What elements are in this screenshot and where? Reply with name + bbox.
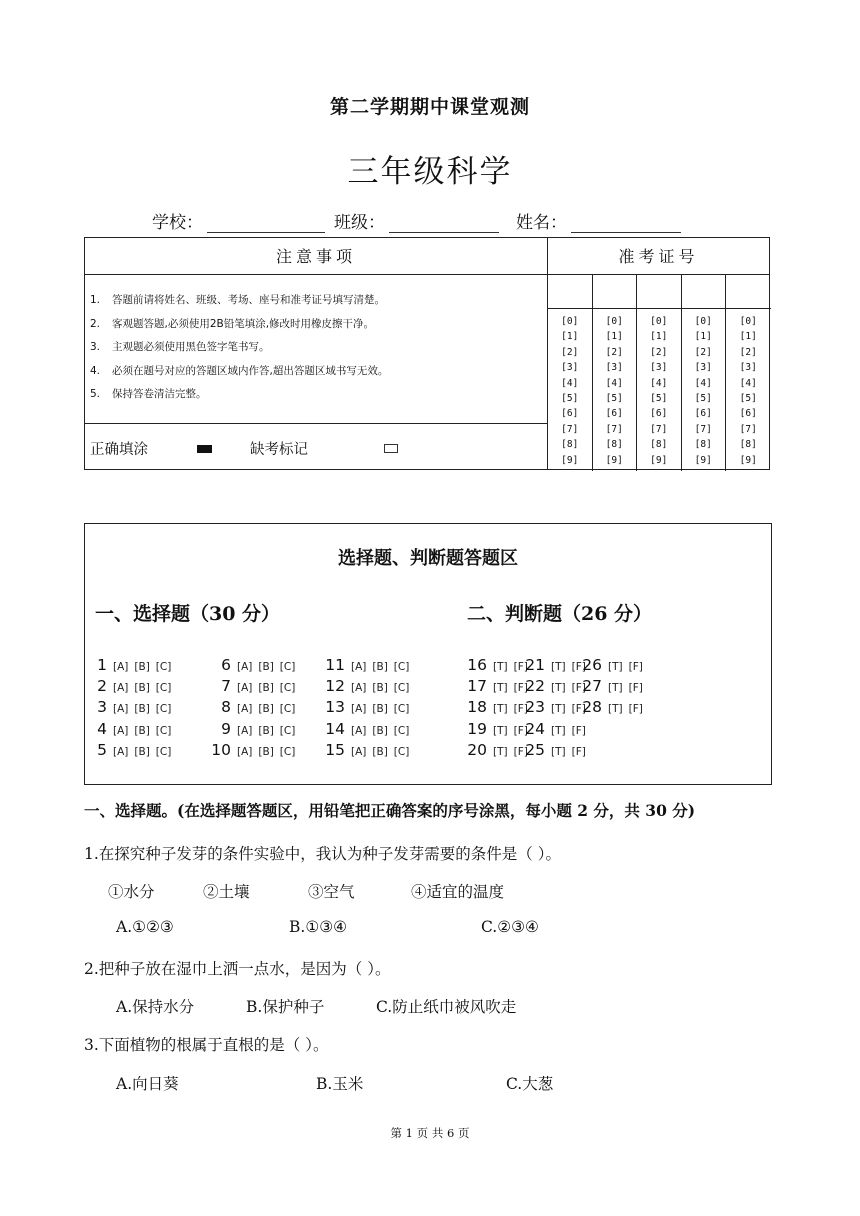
notice-item-number: 1. (90, 294, 101, 306)
choice-bubble[interactable]: [A] (351, 703, 367, 715)
question-number: 3 (97, 698, 107, 716)
digit-bubble[interactable]: [4] (739, 377, 757, 389)
candidate-digit-bubbles (726, 309, 771, 468)
class-blank[interactable] (389, 214, 499, 233)
q3-option-c: C.大葱 (506, 1075, 554, 1093)
choice-answer-row (209, 655, 295, 676)
choice-bubble[interactable]: [A] (351, 725, 367, 737)
notice-item-number: 4. (90, 364, 101, 377)
choice-bubble[interactable]: [C] (155, 725, 172, 737)
choice-bubble[interactable]: [A] (351, 746, 367, 758)
question-number: 22 (525, 677, 545, 695)
exam-title: 第二学期期中课堂观测 (329, 96, 530, 118)
choice-bubble[interactable]: [B] (372, 725, 388, 737)
notice-item (90, 339, 388, 363)
judge-answer-row (582, 697, 643, 718)
choice-bubble[interactable]: [B] (258, 746, 274, 758)
candidate-digit-column (593, 275, 638, 471)
notice-title: 注意事项 (85, 238, 547, 275)
digit-bubble[interactable]: [9] (694, 454, 712, 466)
notice-item-number: 5. (90, 388, 101, 400)
judge-bubble[interactable]: [T] (608, 682, 623, 694)
absent-label: 缺考标记 (250, 442, 308, 458)
digit-bubble[interactable]: [9] (739, 454, 757, 466)
question-number: 12 (325, 677, 345, 695)
class-label: 班级： (334, 213, 385, 233)
notice-item-text: 答题前请将姓名、班级、考场、座号和准考证号填写清楚。 (112, 294, 385, 306)
digit-bubble[interactable]: [6] (650, 408, 668, 420)
judge-answer-row (525, 676, 586, 697)
school-blank[interactable] (207, 214, 325, 233)
notice-item (90, 316, 388, 340)
choice-answer-row (95, 676, 171, 697)
question-number: 16 (467, 656, 487, 674)
candidate-digit-bubbles (682, 309, 726, 468)
name-blank[interactable] (571, 214, 681, 233)
answer-area-title: 选择题、判断题答题区 (338, 548, 518, 569)
digit-bubble[interactable]: [3] (694, 362, 712, 374)
judge-answer-row (467, 719, 528, 740)
notice-item-number: 3. (90, 341, 101, 353)
digit-bubble[interactable]: [2] (650, 346, 668, 358)
fill-example-row (85, 423, 547, 471)
choice-bubble[interactable]: [A] (113, 725, 129, 737)
choice-bubble[interactable]: [C] (393, 746, 410, 758)
choice-bubble[interactable]: [B] (258, 661, 274, 673)
choice-bubble[interactable]: [B] (372, 703, 388, 715)
digit-bubble[interactable]: [3] (561, 362, 579, 374)
q1-item: ④适宜的温度 (411, 883, 505, 901)
judge-bubble[interactable]: [F] (628, 661, 643, 673)
choice-bubble[interactable]: [A] (113, 746, 129, 758)
choice-bubble[interactable]: [C] (279, 682, 296, 694)
choice-bubble[interactable]: [A] (351, 661, 367, 673)
q1-option-c: C.②③④ (481, 918, 539, 936)
choice-bubble[interactable]: [A] (237, 725, 253, 737)
digit-bubble[interactable]: [9] (561, 454, 579, 466)
choice-bubble[interactable]: [C] (279, 725, 296, 737)
notice-item-text: 客观题答题,必须使用2B铅笔填涂,修改时用橡皮擦干净。 (112, 317, 375, 330)
judge-bubble[interactable]: [T] (493, 703, 508, 715)
q1-option-b: B.①③④ (289, 918, 348, 936)
candidate-digit-write-box[interactable] (637, 275, 681, 309)
candidate-digit-bubbles (548, 309, 592, 468)
correct-fill-label: 正确填涂 (90, 442, 148, 458)
q2-option-a: A.保持水分 (116, 998, 195, 1016)
choice-bubble[interactable]: [C] (279, 661, 296, 673)
digit-bubble[interactable]: [3] (605, 362, 623, 374)
choice-bubble[interactable]: [A] (237, 682, 253, 694)
candidate-number-title: 准考证号 (548, 238, 769, 275)
candidate-digit-write-box[interactable] (593, 275, 637, 309)
digit-bubble[interactable]: [1] (605, 331, 623, 343)
subject-title: 三年级科学 (347, 154, 513, 190)
digit-bubble[interactable]: [9] (605, 454, 623, 466)
q1-item: ③空气 (308, 883, 355, 901)
q3-option-a: A.向日葵 (116, 1075, 179, 1093)
question-number: 1 (97, 656, 107, 674)
question-number: 2 (97, 677, 107, 695)
digit-bubble[interactable]: [2] (561, 346, 579, 358)
digit-bubble[interactable]: [1] (694, 331, 712, 343)
candidate-digit-write-box[interactable] (682, 275, 726, 309)
q1-item: ②土壤 (203, 883, 250, 901)
judge-bubble[interactable]: [F] (628, 682, 643, 694)
question-number: 18 (467, 698, 487, 716)
digit-bubble[interactable]: [4] (561, 377, 579, 389)
notice-item-text: 保持答卷清洁完整。 (112, 388, 207, 400)
candidate-number-area (548, 238, 769, 469)
choice-bubble[interactable]: [C] (155, 746, 172, 758)
choice-answer-row (95, 740, 171, 761)
candidate-digit-column (637, 275, 682, 471)
digit-bubble[interactable]: [8] (694, 439, 712, 451)
digit-bubble[interactable]: [7] (561, 423, 579, 435)
digit-bubble[interactable]: [0] (561, 316, 579, 327)
question-number: 7 (221, 677, 231, 695)
school-field (152, 208, 325, 233)
name-field (516, 208, 681, 233)
judge-bubble[interactable]: [T] (551, 725, 566, 737)
choice-answer-row (95, 697, 171, 718)
choice-answer-row (323, 676, 409, 697)
question-number: 23 (525, 698, 545, 716)
digit-bubble[interactable]: [2] (605, 346, 623, 358)
choice-bubble[interactable]: [B] (258, 682, 274, 694)
judge-bubble[interactable]: [T] (493, 725, 508, 737)
judge-section-title: 二、判断题（26 分） (467, 603, 653, 625)
question-number: 27 (582, 677, 602, 695)
section1-heading: 一、选择题。(在选择题答题区，用铅笔把正确答案的序号涂黑，每小题 2 分，共 30 分) (84, 801, 696, 820)
judge-bubble[interactable]: [T] (608, 661, 623, 673)
candidate-digit-column (726, 275, 771, 471)
judge-bubble[interactable]: [F] (513, 725, 528, 737)
choice-bubble[interactable]: [C] (279, 703, 296, 715)
digit-bubble[interactable]: [0] (739, 316, 757, 327)
digit-bubble[interactable]: [1] (739, 331, 757, 343)
notice-table (84, 237, 770, 470)
question-number: 15 (325, 741, 345, 759)
notice-list (90, 292, 388, 410)
choice-bubble[interactable]: [B] (258, 703, 274, 715)
judge-bubble[interactable]: [T] (608, 703, 623, 715)
choice-bubble[interactable]: [B] (372, 661, 388, 673)
notice-item-number: 2. (90, 317, 101, 330)
digit-bubble[interactable]: [9] (650, 454, 668, 466)
digit-bubble[interactable]: [5] (605, 392, 623, 404)
digit-bubble[interactable]: [0] (650, 316, 668, 327)
judge-bubble[interactable]: [F] (628, 703, 643, 715)
question-number: 20 (467, 741, 487, 759)
judge-bubble[interactable]: [T] (493, 746, 508, 758)
class-field (334, 208, 499, 233)
choice-bubble[interactable]: [A] (113, 682, 129, 694)
choice-bubble[interactable]: [C] (393, 682, 410, 694)
choice-bubble[interactable]: [B] (134, 746, 150, 758)
judge-answer-row (525, 697, 586, 718)
candidate-digit-bubbles (637, 309, 681, 468)
school-label: 学校： (152, 213, 203, 233)
digit-bubble[interactable]: [7] (650, 423, 668, 435)
choice-answer-row (323, 719, 409, 740)
digit-bubble[interactable]: [5] (650, 392, 668, 404)
judge-answer-row (467, 740, 528, 761)
judge-bubble[interactable]: [F] (571, 703, 586, 715)
choice-answer-row (323, 697, 409, 718)
notice-item-text: 必须在题号对应的答题区域内作答,超出答题区域书写无效。 (112, 364, 389, 377)
notice-item-text: 主观题必须使用黑色签字笔书写。 (112, 341, 270, 353)
absent-mark-box[interactable] (384, 444, 398, 453)
digit-bubble[interactable]: [7] (694, 423, 712, 435)
judge-bubble[interactable]: [T] (551, 703, 566, 715)
choice-bubble[interactable]: [B] (134, 661, 150, 673)
digit-bubble[interactable]: [6] (694, 408, 712, 420)
digit-bubble[interactable]: [3] (650, 362, 668, 374)
choice-answer-row (95, 655, 171, 676)
question-number: 8 (221, 698, 231, 716)
digit-bubble[interactable]: [6] (739, 408, 757, 420)
judge-bubble[interactable]: [F] (513, 746, 528, 758)
choice-bubble[interactable]: [C] (155, 682, 172, 694)
question-number: 21 (525, 656, 545, 674)
choice-bubble[interactable]: [A] (113, 661, 129, 673)
judge-answer-row (525, 655, 586, 676)
answer-area (84, 523, 772, 785)
choice-bubble[interactable]: [A] (237, 661, 253, 673)
judge-bubble[interactable]: [F] (571, 661, 586, 673)
judge-bubble[interactable]: [F] (513, 682, 528, 694)
question-number: 6 (221, 656, 231, 674)
digit-bubble[interactable]: [8] (650, 439, 668, 451)
choice-bubble[interactable]: [A] (237, 746, 253, 758)
q3-option-b: B.玉米 (316, 1075, 364, 1093)
digit-bubble[interactable]: [5] (561, 392, 579, 404)
digit-bubble[interactable]: [0] (605, 316, 623, 327)
judge-answer-row (525, 740, 586, 761)
digit-bubble[interactable]: [7] (605, 423, 623, 435)
judge-answer-row (467, 697, 528, 718)
digit-bubble[interactable]: [7] (739, 423, 757, 435)
choice-answer-row (209, 740, 295, 761)
judge-answer-row (467, 676, 528, 697)
question-number: 24 (525, 720, 545, 738)
notice-panel (85, 238, 548, 469)
digit-bubble[interactable]: [1] (650, 331, 668, 343)
question-number: 9 (221, 720, 231, 738)
choice-bubble[interactable]: [B] (258, 725, 274, 737)
choice-answer-row (209, 719, 295, 740)
notice-item (90, 363, 388, 387)
digit-bubble[interactable]: [6] (561, 408, 579, 420)
choice-bubble[interactable]: [A] (113, 703, 129, 715)
notice-item (90, 292, 388, 316)
q1-option-a: A.①②③ (116, 918, 174, 936)
choice-answer-row (209, 697, 295, 718)
judge-bubble[interactable]: [F] (513, 661, 528, 673)
choice-bubble[interactable]: [C] (279, 746, 296, 758)
question-number: 28 (582, 698, 602, 716)
judge-bubble[interactable]: [F] (571, 725, 586, 737)
candidate-digit-column (548, 275, 593, 471)
choice-answer-row (323, 740, 409, 761)
choice-bubble[interactable]: [B] (372, 682, 388, 694)
filled-mark-icon (197, 445, 212, 453)
question-number: 10 (211, 741, 231, 759)
digit-bubble[interactable]: [0] (694, 316, 712, 327)
notice-item (90, 386, 388, 410)
digit-bubble[interactable]: [5] (739, 392, 757, 404)
digit-bubble[interactable]: [3] (739, 362, 757, 374)
question-number: 13 (325, 698, 345, 716)
digit-bubble[interactable]: [5] (694, 392, 712, 404)
choice-bubble[interactable]: [B] (134, 703, 150, 715)
digit-bubble[interactable]: [4] (694, 377, 712, 389)
choice-bubble[interactable]: [A] (237, 703, 253, 715)
question-number: 17 (467, 677, 487, 695)
choice-bubble[interactable]: [C] (393, 725, 410, 737)
question-number: 14 (325, 720, 345, 738)
question-3-stem: 3.下面植物的根属于直根的是（ ）。 (84, 1036, 329, 1054)
judge-answer-row (582, 655, 643, 676)
digit-bubble[interactable]: [1] (561, 331, 579, 343)
digit-bubble[interactable]: [4] (605, 377, 623, 389)
digit-bubble[interactable]: [6] (605, 408, 623, 420)
candidate-digit-column (682, 275, 727, 471)
judge-bubble[interactable]: [T] (551, 661, 566, 673)
question-2-stem: 2.把种子放在湿巾上洒一点水，是因为（ ）。 (84, 960, 391, 978)
digit-bubble[interactable]: [8] (561, 439, 579, 451)
choice-bubble[interactable]: [C] (155, 661, 172, 673)
digit-bubble[interactable]: [2] (739, 346, 757, 358)
question-number: 5 (97, 741, 107, 759)
question-number: 4 (97, 720, 107, 738)
choice-bubble[interactable]: [B] (134, 725, 150, 737)
candidate-digit-write-box[interactable] (548, 275, 592, 309)
question-number: 11 (325, 656, 345, 674)
question-number: 26 (582, 656, 602, 674)
question-number: 19 (467, 720, 487, 738)
choice-bubble[interactable]: [B] (134, 682, 150, 694)
q2-option-b: B.保护种子 (246, 998, 325, 1016)
judge-bubble[interactable]: [F] (513, 703, 528, 715)
digit-bubble[interactable]: [2] (694, 346, 712, 358)
judge-bubble[interactable]: [T] (493, 661, 508, 673)
question-1-stem: 1.在探究种子发芽的条件实验中，我认为种子发芽需要的条件是（ ）。 (84, 845, 561, 863)
candidate-digit-write-box[interactable] (726, 275, 771, 309)
choice-answer-row (323, 655, 409, 676)
choice-answer-row (209, 676, 295, 697)
question-number: 25 (525, 741, 545, 759)
judge-answer-row (525, 719, 586, 740)
judge-bubble[interactable]: [F] (571, 746, 586, 758)
judge-bubble[interactable]: [T] (551, 746, 566, 758)
choice-bubble[interactable]: [C] (393, 703, 410, 715)
judge-answer-row (467, 655, 528, 676)
judge-bubble[interactable]: [T] (493, 682, 508, 694)
choice-section-title: 一、选择题（30 分） (95, 603, 281, 625)
candidate-digit-bubbles (593, 309, 637, 468)
page-footer: 第 1 页 共 6 页 (390, 1126, 470, 1140)
judge-answer-row (582, 676, 643, 697)
judge-bubble[interactable]: [T] (551, 682, 566, 694)
digit-bubble[interactable]: [8] (739, 439, 757, 451)
digit-bubble[interactable]: [4] (650, 377, 668, 389)
choice-bubble[interactable]: [C] (155, 703, 172, 715)
choice-answer-row (95, 719, 171, 740)
digit-bubble[interactable]: [8] (605, 439, 623, 451)
judge-bubble[interactable]: [F] (571, 682, 586, 694)
choice-bubble[interactable]: [C] (393, 661, 410, 673)
q2-option-c: C.防止纸巾被风吹走 (376, 998, 517, 1016)
name-label: 姓名： (516, 213, 567, 233)
choice-bubble[interactable]: [A] (351, 682, 367, 694)
q1-item: ①水分 (108, 883, 155, 901)
choice-bubble[interactable]: [B] (372, 746, 388, 758)
